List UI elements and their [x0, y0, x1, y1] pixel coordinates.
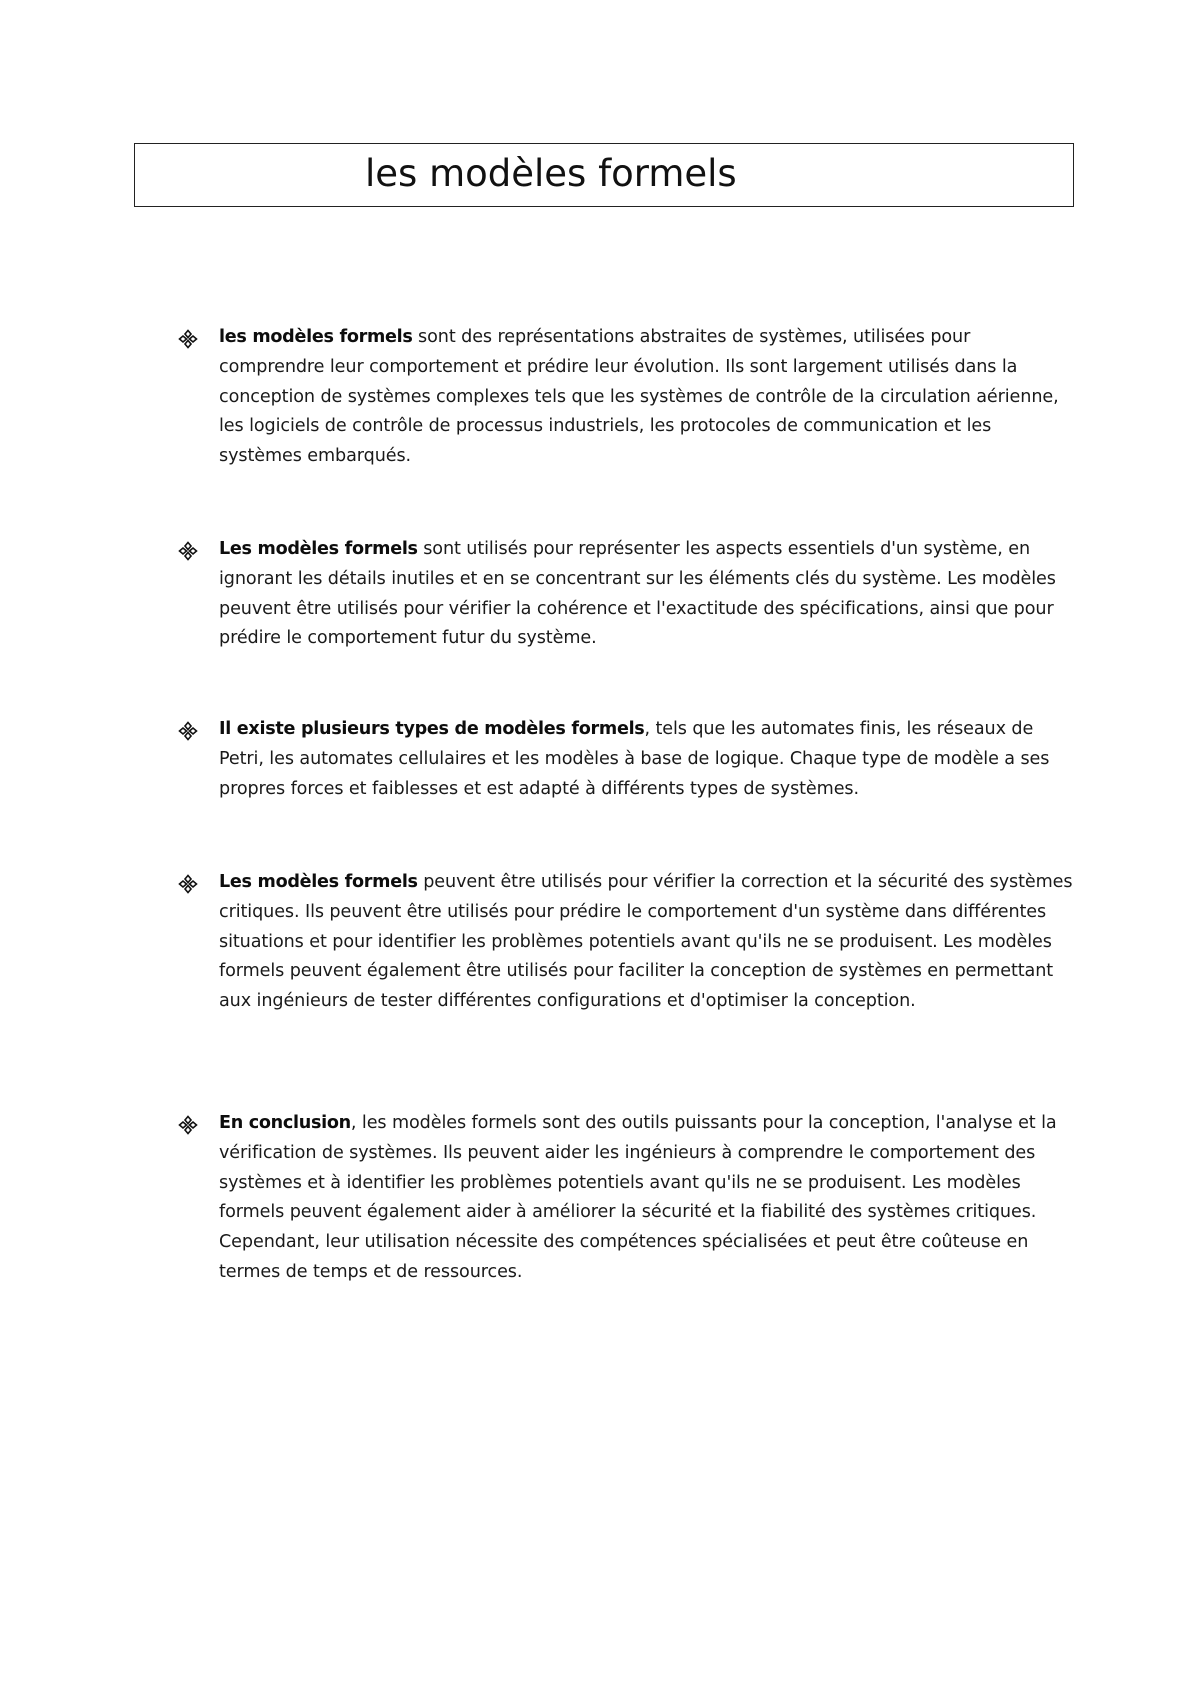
- bullet-lead: Les modèles formels: [219, 872, 418, 892]
- bullet-text: [219, 1109, 1079, 1288]
- four-diamond-bullet-icon: [178, 721, 198, 741]
- bullet-body: sont utilisés pour représenter les aspects essentiels d'un système, en ignorant les détails inutiles et en se concentrant sur les éléments clés du système. Les modèles peuvent être utilisés pour vérifier la cohérence et l'exactitude des spécifications, ainsi que pour prédire le comportement futur du système.: [219, 539, 1056, 649]
- bullet-text: [219, 535, 1079, 654]
- page-title: les modèles formels: [365, 152, 737, 195]
- bullet-body: sont des représentations abstraites de systèmes, utilisées pour comprendre leur comportement et prédire leur évolution. Ils sont largement utilisés dans la conception de systèmes complexes tels que les systèmes de contrôle de la circulation aérienne, les logiciels de contrôle de processus industriels, les protocoles de communication et les systèmes embarqués.: [219, 327, 1059, 467]
- bullet-text: [219, 323, 1079, 472]
- bullet-text: [219, 868, 1079, 1017]
- bullet-lead: Les modèles formels: [219, 539, 418, 559]
- bullet-lead: En conclusion: [219, 1113, 351, 1133]
- four-diamond-bullet-icon: [178, 1115, 198, 1135]
- bullet-lead: Il existe plusieurs types de modèles formels: [219, 719, 645, 739]
- four-diamond-bullet-icon: [178, 541, 198, 561]
- bullet-body: , tels que les automates finis, les réseaux de Petri, les automates cellulaires et les modèles à base de logique. Chaque type de modèle a ses propres forces et faiblesses et est adapté à différents types de systèmes.: [219, 719, 1050, 799]
- bullet-lead: les modèles formels: [219, 327, 413, 347]
- title-box: [134, 143, 1074, 207]
- bullet-text: [219, 715, 1079, 804]
- four-diamond-bullet-icon: [178, 874, 198, 894]
- bullet-body: peuvent être utilisés pour vérifier la correction et la sécurité des systèmes critiques. Ils peuvent être utilisés pour prédire le comportement d'un système dans différentes situations et pour identifier les problèmes potentiels avant qu'ils ne se produisent. Les modèles formels peuvent également être utilisés pour faciliter la conception de systèmes en permettant aux ingénieurs de tester différentes configurations et d'optimiser la conception.: [219, 872, 1073, 1012]
- four-diamond-bullet-icon: [178, 329, 198, 349]
- bullet-body: , les modèles formels sont des outils puissants pour la conception, l'analyse et la vérification de systèmes. Ils peuvent aider les ingénieurs à comprendre le comportement des systèmes et à identifier les problèmes potentiels avant qu'ils ne se produisent. Les modèles formels peuvent également aider à améliorer la sécurité et la fiabilité des systèmes critiques. Cependant, leur utilisation nécessite des compétences spécialisées et peut être coûteuse en termes de temps et de ressources.: [219, 1113, 1057, 1282]
